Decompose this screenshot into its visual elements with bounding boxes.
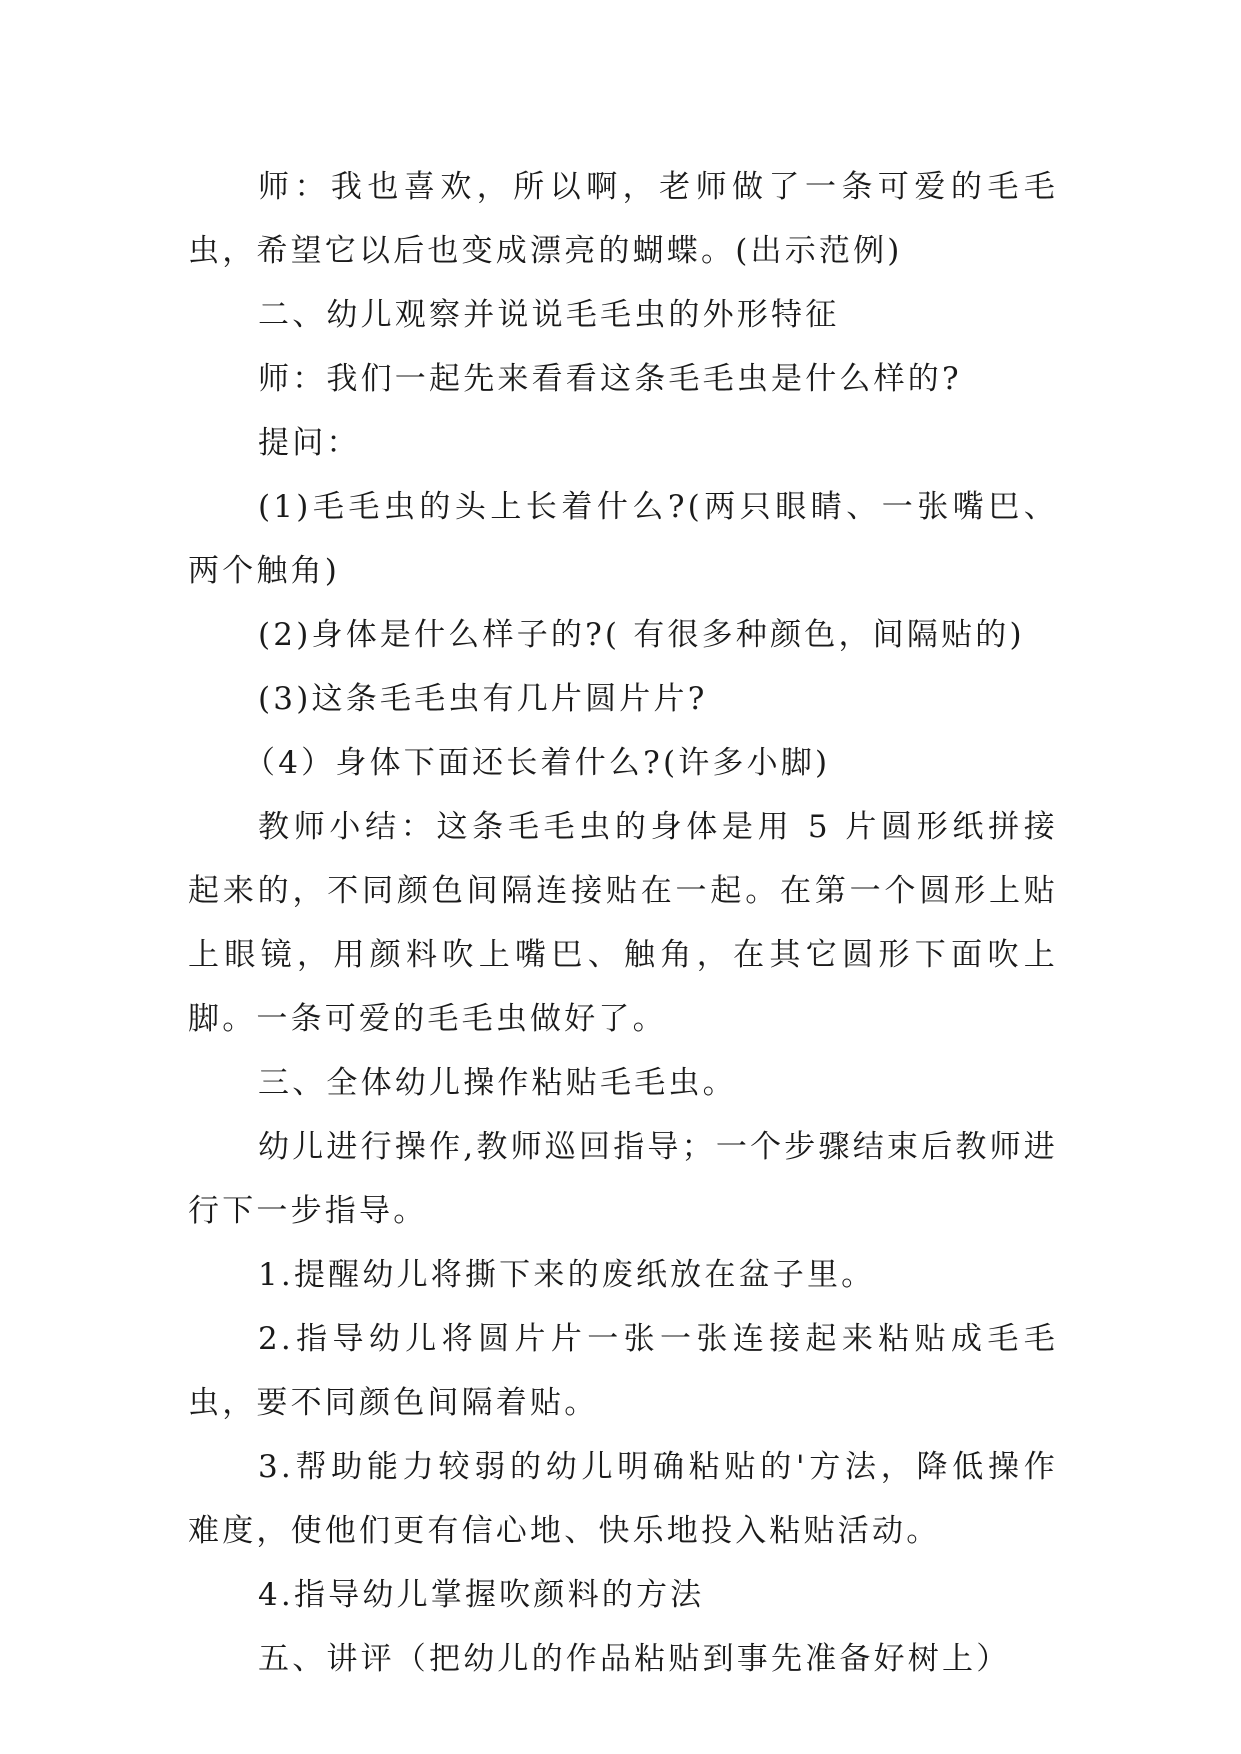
question-item-3: (3)这条毛毛虫有几片圆片片?: [258, 681, 708, 717]
section-heading-operate: 三、全体幼儿操作粘贴毛毛虫。: [258, 1065, 737, 1101]
paragraph-operation-guide: 幼儿进行操作,教师巡回指导；一个步骤结束后教师进行下一步指导。: [188, 1129, 1058, 1229]
question-item-2: (2)身体是什么样子的?( 有很多种颜色，间隔贴的): [258, 617, 1025, 653]
paragraph-teacher-question: 师：我们一起先来看看这条毛毛虫是什么样的?: [258, 361, 962, 397]
section-heading-review: 五、讲评（把幼儿的作品粘贴到事先准备好树上）: [258, 1641, 1011, 1677]
document-body: [188, 155, 1058, 1691]
step-item-1: 1.提醒幼儿将撕下来的废纸放在盆子里。: [258, 1257, 876, 1293]
step-item-2: 2.指导幼儿将圆片片一张一张连接起来粘贴成毛毛虫，要不同颜色间隔着贴。: [188, 1321, 1058, 1421]
step-item-4: 4.指导幼儿掌握吹颜料的方法: [258, 1577, 705, 1613]
step-item-3: 3.帮助能力较弱的幼儿明确粘贴的'方法，降低操作难度，使他们更有信心地、快乐地投入粘贴活动。: [188, 1449, 1058, 1549]
paragraph-questions-label: 提问：: [258, 425, 361, 461]
paragraph-teacher-summary: 教师小结：这条毛毛虫的身体是用 5 片圆形纸拼接起来的，不同颜色间隔连接贴在一起。在第一个圆形上贴上眼镜，用颜料吹上嘴巴、触角，在其它圆形下面吹上脚。一条可爱的毛毛虫做好了。: [188, 809, 1058, 1037]
question-item-4: （4）身体下面还长着什么?(许多小脚): [244, 745, 831, 781]
paragraph-teacher-intro: 师：我也喜欢，所以啊，老师做了一条可爱的毛毛虫，希望它以后也变成漂亮的蝴蝶。(出示范例): [188, 169, 1058, 269]
section-heading-observe: 二、幼儿观察并说说毛毛虫的外形特征: [258, 297, 840, 333]
question-item-1: (1)毛毛虫的头上长着什么?(两只眼睛、一张嘴巴、两个触角): [188, 489, 1058, 589]
